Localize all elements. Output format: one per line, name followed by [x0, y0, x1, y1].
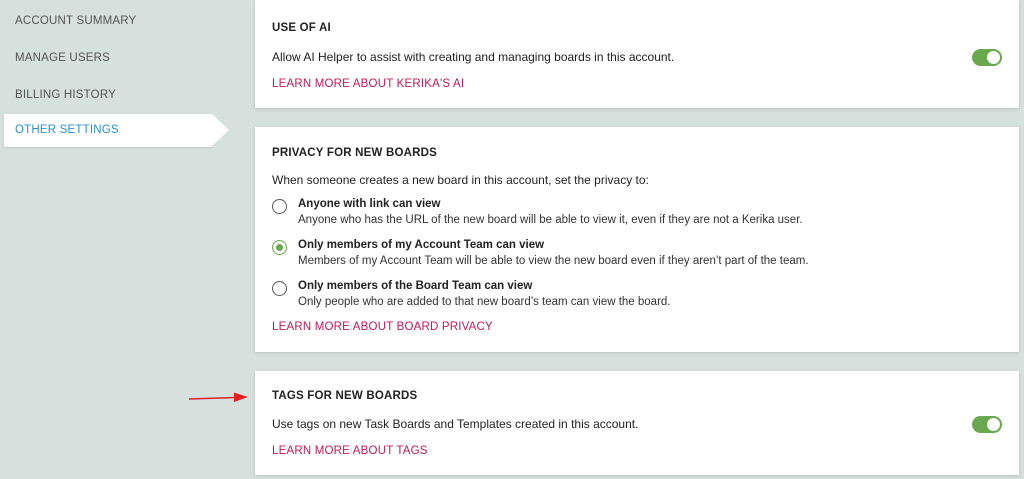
sidebar-item-billing-history[interactable]: BILLING HISTORY [15, 89, 116, 101]
settings-sidebar [0, 0, 240, 479]
learn-more-privacy-link[interactable]: LEARN MORE ABOUT BOARD PRIVACY [272, 321, 493, 333]
learn-more-tags-link[interactable]: LEARN MORE ABOUT TAGS [272, 445, 428, 457]
card-description: When someone creates a new board in this account, set the privacy to: [272, 173, 649, 187]
radio-button-selected[interactable] [272, 240, 287, 255]
toggle-knob [987, 418, 1000, 431]
toggle-knob [987, 51, 1000, 64]
option-description: Members of my Account Team will be able to view the new board even if they aren’t part of the team. [298, 255, 809, 267]
radio-button[interactable] [272, 199, 287, 214]
ai-settings-card [255, 0, 1019, 108]
card-title: PRIVACY FOR NEW BOARDS [272, 147, 437, 159]
option-title: Only members of the Board Team can view [298, 280, 533, 292]
tags-settings-card [255, 371, 1019, 475]
red-arrow-icon [188, 390, 250, 406]
sidebar-item-account-summary[interactable]: ACCOUNT SUMMARY [15, 15, 137, 27]
privacy-settings-card [255, 127, 1019, 352]
learn-more-ai-link[interactable]: LEARN MORE ABOUT KERIKA'S AI [272, 78, 465, 90]
tags-toggle[interactable] [972, 416, 1002, 433]
option-title: Anyone with link can view [298, 198, 441, 210]
sidebar-item-manage-users[interactable]: MANAGE USERS [15, 52, 111, 64]
option-description: Anyone who has the URL of the new board will be able to view it, even if they are not a Kerika user. [298, 214, 803, 226]
sidebar-item-label: OTHER SETTINGS [15, 124, 119, 136]
option-description: Only people who are added to that new board’s team can view the board. [298, 296, 671, 308]
radio-button[interactable] [272, 281, 287, 296]
card-title: TAGS FOR NEW BOARDS [272, 390, 418, 402]
sidebar-item-other-settings[interactable] [4, 114, 212, 147]
ai-helper-toggle[interactable] [972, 49, 1002, 66]
card-description: Allow AI Helper to assist with creating and managing boards in this account. [272, 50, 675, 64]
option-title: Only members of my Account Team can view [298, 239, 545, 251]
card-title: USE OF AI [272, 22, 331, 34]
card-description: Use tags on new Task Boards and Templates created in this account. [272, 417, 639, 431]
